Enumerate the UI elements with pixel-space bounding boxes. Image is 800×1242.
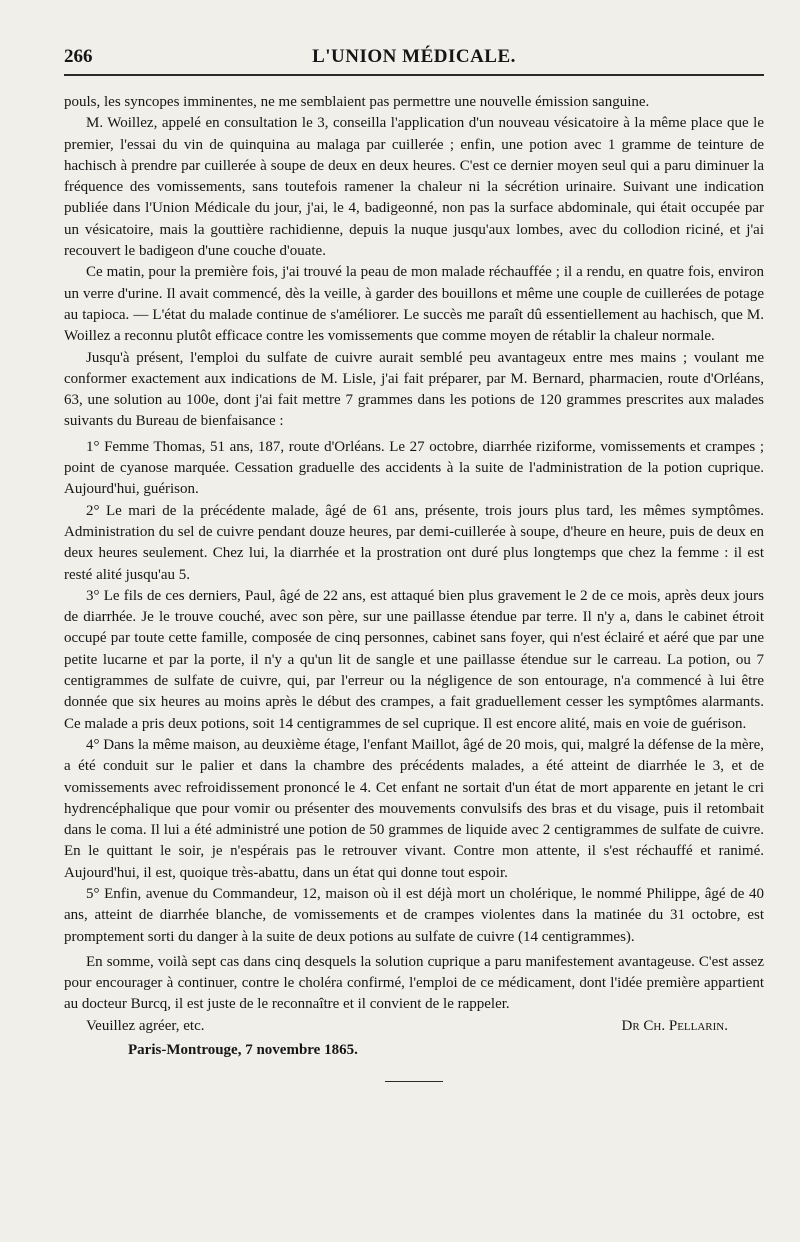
paragraph-copper-sulfate: Jusqu'à présent, l'emploi du sulfate de cuivre aurait semblé peu avantageux entre mes mains ; voulant me conformer exactement aux indications de M. Lisle, j'ai fait préparer, par M. Bernard, pharmacien, route d'Orléans, 63, une solution au 100e, dont j'ai fait mettre 7 grammes dans les potions de 120 grammes prescrites aux malades suivants du Bureau de bienfaisance : [64, 349, 764, 430]
running-head: L'UNION MÉDICALE. [312, 46, 516, 67]
paragraph-conclusion: En somme, voilà sept cas dans cinq desquels la solution cuprique a paru manifestement avantageuse. C'est assez pour encourager à continuer, contre le choléra confirmé, l'emploi de ce médicament, dont l'idée première appartient au docteur Burcq, il est juste de le reconnaître et il convient de le rappeler. [64, 953, 764, 1013]
case-1: 1° Femme Thomas, 51 ans, 187, route d'Orléans. Le 27 octobre, diarrhée riziforme, vomissements et crampes ; point de cyanose marquée. Cessation graduelle des accidents à la suite de l'administration de la potion cuprique. Aujourd'hui, guérison. [64, 438, 764, 498]
end-divider [385, 1081, 443, 1082]
paragraph-continuation: pouls, les syncopes imminentes, ne me semblaient pas permettre une nouvelle émission sanguine. [64, 94, 650, 110]
paragraph-woillez-consultation: M. Woillez, appelé en consultation le 3, conseilla l'application d'un nouveau vésicatoire à la même place que le premier, l'essai du vin de quinquina au malaga par cuillerée ; enfin, une potion avec 1 gramme de teinture de hachisch à prendre par cuillerée à soupe de deux en deux heures. C'est ce dernier moyen seul qui a paru diminuer la fréquence des vomissements, sans toutefois ramener la chaleur ni la sécrétion urinaire. Suivant une indication publiée dans l'Union Médicale du jour, j'ai, le 4, badigeonné, non pas la surface abdominale, qui était occupée par un vésicatoire, mais la gouttière rachidienne, depuis la nuque jusqu'aux lombes, avec du collodion riciné, et j'ai recouvert le badigeon d'une couche d'ouate. [64, 115, 764, 260]
page-header [64, 40, 764, 76]
page-number: 266 [64, 46, 93, 67]
case-2: 2° Le mari de la précédente malade, âgé de 61 ans, présente, trois jours plus tard, les mêmes symptômes. Administration du sel de cuivre pendant douze heures, par demi-cuillerée à soupe, d'heure en heure, puis de deux en deux heures seulement. Chez lui, la diarrhée et la prostration ont duré plus longtemps que chez la femme : il est resté alité jusqu'au 5. [64, 502, 764, 583]
case-3: 3° Le fils de ces derniers, Paul, âgé de 22 ans, est attaqué bien plus gravement le 2 de ce mois, après deux jours de diarrhée. Je le trouve couché, avec son père, sur une paillasse étendue par terre. Il n'y a, dans le cabinet étroit occupé par toute cette famille, composée de cinq personnes, cabinet sans foyer, qui n'est éclairé et aéré que par une petite lucarne et par la porte, il n'y a qu'un lit de sangle et une paillasse étendue sur le carreau. La potion, ou 7 centigrammes de sulfate de cuivre, qui, par l'erreur ou la négligence de son entourage, n'a commencé à lui être donnée que six heures au moins après le début des crampes, a fait graduellement cesser les symptômes alarmants. Ce malade a pris deux potions, soit 14 centigrammes de sel cuprique. Il est encore alité, mais en voie de guérison. [64, 587, 764, 732]
salutation: Veuillez agréer, etc. [86, 1017, 205, 1034]
paragraph-improvement: Ce matin, pour la première fois, j'ai trouvé la peau de mon malade réchauffée ; il a rendu, en quatre fois, environ un verre d'urine. Il avait commencé, dès la veille, à garder des bouillons et même une couple de cuillerées de potage au tapioca. — L'état du malade continue de s'améliorer. Le succès me paraît dû essentiellement au hachisch, que M. Woillez a reconnu plutôt efficace contre les vomissements que comme moyen de rétablir la chaleur normale. [64, 264, 764, 345]
article-body [64, 92, 764, 1016]
case-5: 5° Enfin, avenue du Commandeur, 12, maison où il est déjà mort un cholérique, le nommé Philippe, âgé de 40 ans, atteint de diarrhée blanche, de vomissements et de crampes violentes dans la matinée du 31 octobre, est promptement sorti du danger à la suite de deux potions au sulfate de cuivre (14 centigrammes). [64, 885, 764, 945]
dateline: Paris-Montrouge, 7 novembre 1865. [128, 1041, 358, 1058]
case-4: 4° Dans la même maison, au deuxième étage, l'enfant Maillot, âgé de 20 mois, qui, malgré la défense de la mère, a été conduit sur le palier et dans la chambre des précédents malades, a été atteint de diarrhée le 3, et de vomissements avec refroidissement prononcé le 4. Cet enfant ne sortait d'un état de mort apparente en jetant le cri hydrencéphalique que pour vomir ou présenter des mouvements convulsifs des bras et du visage, puis il retombait dans le coma. Il lui a été administré une potion de 50 grammes de liquide avec 2 centigrammes de sulfate de cuivre. En le quittant le soir, je n'espérais pas le retrouver vivant. Contre mon attente, il s'est réchauffé et ranimé. Aujourd'hui, il est, quoique très-abattu, dans un état qui donne tout espoir. [64, 736, 764, 881]
signature: Dr Ch. Pellarin. [621, 1017, 728, 1034]
closing [64, 1018, 764, 1040]
